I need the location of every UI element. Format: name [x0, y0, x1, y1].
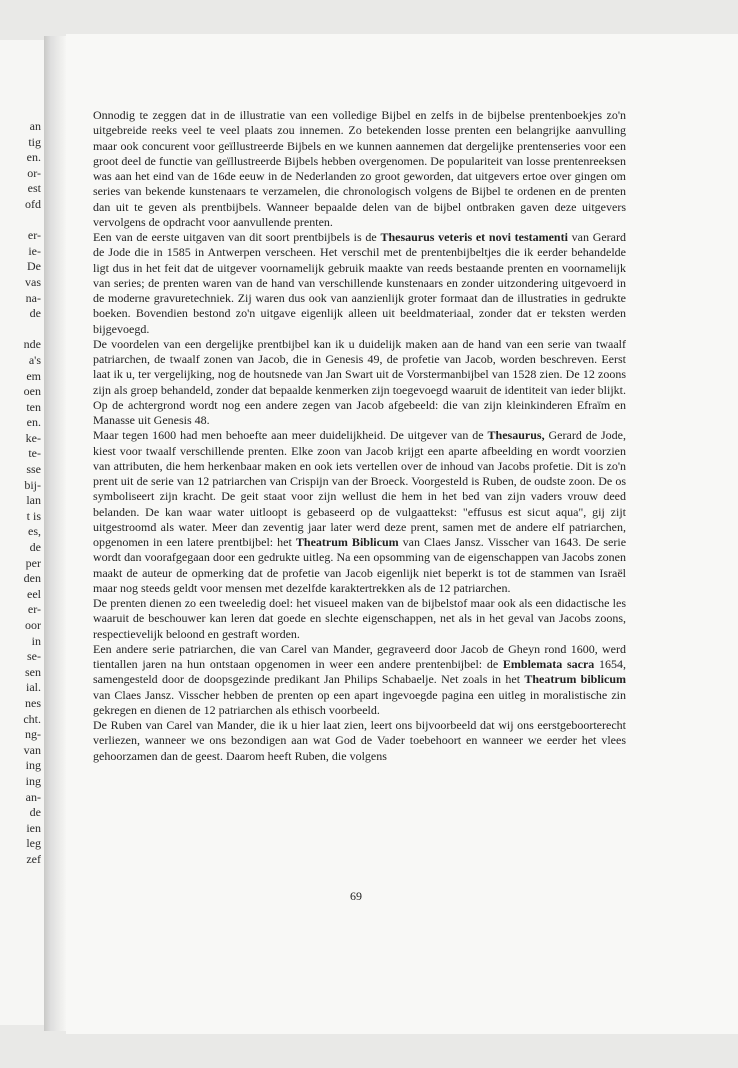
left-fragment-line: ke-: [25, 430, 41, 445]
left-fragment-line: se-: [27, 649, 41, 664]
bold-title-thesaurus-short: Thesaurus,: [487, 428, 545, 443]
left-fragment-line: eel: [27, 586, 41, 601]
left-fragment-line: an: [29, 119, 41, 133]
left-fragment-line: De: [27, 259, 41, 274]
left-fragment-line: de: [29, 540, 41, 555]
left-fragment-line: ng-: [25, 727, 41, 742]
left-fragment-line: nde: [23, 337, 41, 352]
left-fragment-line: t is: [26, 508, 41, 523]
left-fragment-line: oen: [23, 384, 41, 399]
left-fragment-line: en.: [26, 150, 41, 165]
paragraph-6: Een andere serie patriarchen, die van Carel van Mander, gegraveerd door Jacob de Gheyn rond 1600, werd tientallen jaren na hun ontstaan opgenomen in weer een andere prentenbijbel: de Emblemata sacra 1654, samengesteld door de doopsgezinde predikant Jan Philips Schabaelje. Net zoals in het Theatrum biblicum van Claes Jansz. Visscher hebben de prenten op een apart ingevoegde pagina een uitleg in moralistische zin gekregen en dienen de 12 patriarchen als ethisch voorbeeld.: [93, 641, 627, 717]
left-fragment-line: te-: [28, 446, 41, 461]
left-fragment-line: per: [25, 555, 41, 570]
left-fragment-line: sen: [25, 664, 41, 679]
left-fragment-line: er-: [27, 228, 41, 243]
left-page-fragments: [1, 119, 41, 868]
paragraph-1: Onnodig te zeggen dat in de illustratie van een volledige Bijbel en zelfs in de bijbelse prentenboekjes zo'n uitgebreide reeks veel te veel plaats zou innemen. Zo betekenden losse prenten een belangrijke aanvulling maar ook concurent voor geïllustreerde Bijbels en we kunnen aannemen dat dergelijke prentenseries voor een groot deel de functie van geïllustreerde Bijbels hebben overgenomen. De populariteit van losse prentenreeksen was aan het eind van de 16de eeuw in de Nederlanden zo groot geworden, dat uitgevers ertoe over gingen om series van bekende kunstenaars te verzamelen, die chronologisch volgens de Bijbel te ordenen en de prenten dan uit te geven als prentbijbels. Wanneer bepaalde delen van de bijbel ontbraken gaven deze uitgevers vervolgens de opdracht voor aanvullende prenten.: [93, 108, 626, 229]
bold-title-theatrum: Theatrum Biblicum: [295, 535, 399, 549]
left-fragment-line: er-: [27, 602, 41, 617]
left-fragment-line: ing: [25, 758, 41, 773]
left-fragment-line: ien: [26, 820, 41, 835]
left-fragment-line: en.: [26, 415, 41, 430]
left-fragment-line: tig: [28, 134, 41, 149]
bold-title-emblemata: Emblemata sacra: [502, 657, 595, 671]
left-fragment-line: an-: [25, 789, 41, 804]
left-fragment-line: de: [29, 306, 41, 321]
bold-title-theatrum-2: Theatrum biblicum: [524, 672, 627, 687]
left-fragment-line: [1, 213, 41, 229]
bold-title-thesaurus: Thesaurus veteris et novi testamenti: [380, 230, 568, 244]
book-page: [66, 34, 738, 1034]
left-fragment-line: de: [29, 805, 41, 820]
left-fragment-line: ing: [25, 773, 41, 788]
paragraph-3: De voordelen van een dergelijke prentbijbel kan ik u duidelijk maken aan de hand van een serie van twaalf patriarchen, de twaalf zonen van Jacob, die in Genesis 49, de profetie van Jacob, worden beschreven. Eerst laat ik u, ter vergelijking, nog de houtsnede van Jan Swart uit de Vorstermanbijbel van 1528 zien. De 12 zoons zijn als groep behandeld, zonder dat bepaalde kenmerken zijn toegevoegd waaruit de identiteit van ieder blijkt. Op de achtergrond wordt nog een andere zegen van Jacob afgebeeld: die van zijn kleinkinderen Efraïm en Manasse uit Genesis 48.: [93, 336, 626, 427]
page-number: 69: [350, 889, 362, 903]
paragraph-7: De Ruben van Carel van Mander, die ik u hier laat zien, leert ons bijvoorbeeld dat wij ons eerstgeboorterecht verliezen, wanneer we ons bezondigen aan wat God de Vader toebehoort en wanneer we eerder het vlees gehoorzamen dan de geest. Daarom heeft Ruben, die volgens: [93, 718, 626, 763]
left-fragment-line: ten: [26, 399, 41, 414]
left-page-edge: [0, 40, 44, 1025]
left-fragment-line: es,: [28, 524, 41, 539]
left-fragment-line: ial.: [26, 680, 41, 695]
left-fragment-line: den: [23, 571, 41, 586]
left-fragment-line: bij-: [24, 477, 41, 492]
left-fragment-line: a's: [28, 352, 41, 367]
paragraph-2: Een van de eerste uitgaven van dit soort prentbijbels is de Thesaurus veteris et novi testamenti van Gerard de Jode die in 1585 in Antwerpen verscheen. Het verschil met de prentenbijbeltjes die ik eerder behandelde ligt dus in het feit dat de uitgever voornamelijk gebruik maakte van reeds bestaande prenten en voornamelijk van series; de prenten waren van de hand van verschillende kunstenaars en zonder uitzondering uitgevoerd in de moderne gravuretechniek. Zij waren dus ook van aanzienlijk groter formaat dan de illustraties in gedrukte boeken. Bovendien bestond zo'n uitgave eigenlijk alleen uit beeldmateriaal, zonder dat er teksten werden bijgevoegd.: [93, 230, 627, 336]
left-fragment-line: in: [31, 633, 41, 648]
left-fragment-line: van: [23, 742, 41, 757]
left-fragment-line: or-: [27, 165, 41, 180]
left-fragment-line: oor: [25, 618, 41, 632]
left-fragment-line: cht.: [23, 711, 41, 726]
left-fragment-line: ofd: [25, 196, 41, 211]
left-fragment-line: sse: [26, 462, 41, 477]
left-fragment-line: vas: [25, 274, 41, 289]
left-fragment-line: [1, 322, 41, 338]
left-fragment-line: leg: [26, 836, 41, 851]
body-text: [93, 108, 626, 764]
left-fragment-line: ie-: [28, 243, 41, 258]
left-fragment-line: lan: [26, 493, 41, 508]
paragraph-5: De prenten dienen zo een tweeledig doel: het visueel maken van de bijbelstof maar ook als een didactische les waaruit de beschouwer kan leren dat goede en slechte eigenschappen, net als in het geval van Jacobs zoons, respectievelijk beloond en gestraft worden.: [93, 596, 626, 641]
paragraph-4: Maar tegen 1600 had men behoefte aan meer duidelijkheid. De uitgever van de Thesaurus, Gerard de Jode, kiest voor twaalf verschillende prenten. Elke zoon van Jacob krijgt een aparte afbeelding en wordt voorzien van attributen, die hem herkenbaar maken en ook iets vertellen over de inhoud van Jacobs profetie. Dit is zo'n prent uit de serie van 12 patriarchen van Crispijn van der Broeck. Voorgesteld is Ruben, de oudste zoon. De os symboliseert zijn kracht. De geit staat voor zijn wellust die hem in het bed van zijn vaders vrouw deed belanden. De kan waar water uitloopt is gebaseerd op de vulgaattekst: "effusus est sicut aqua", gij zijt uitgestroomd als water. Meer dan zeventig jaar later werd deze prent, samen met de andere elf patriarchen, opgenomen in een latere prentbijbel: het Theatrum Biblicum van Claes Jansz. Visscher van 1643. De serie wordt dan voorafgegaan door een gedrukte uitleg. Na een opsomming van de eigenschappen van Jacobs zonen maakt de auteur de opmerking dat de profetie van Jacob eigenlijk niet beperkt is tot de stammen van Israël maar nog steeds geldt voor mensen met dezelfde karaktertrekken als de 12 patriarchen.: [93, 428, 627, 595]
left-fragment-line: na-: [25, 290, 41, 305]
left-fragment-line: zef: [26, 851, 41, 866]
book-gutter: [44, 36, 66, 1031]
left-fragment-line: nes: [25, 695, 41, 710]
left-fragment-line: em: [26, 368, 41, 383]
left-fragment-line: est: [27, 181, 41, 196]
